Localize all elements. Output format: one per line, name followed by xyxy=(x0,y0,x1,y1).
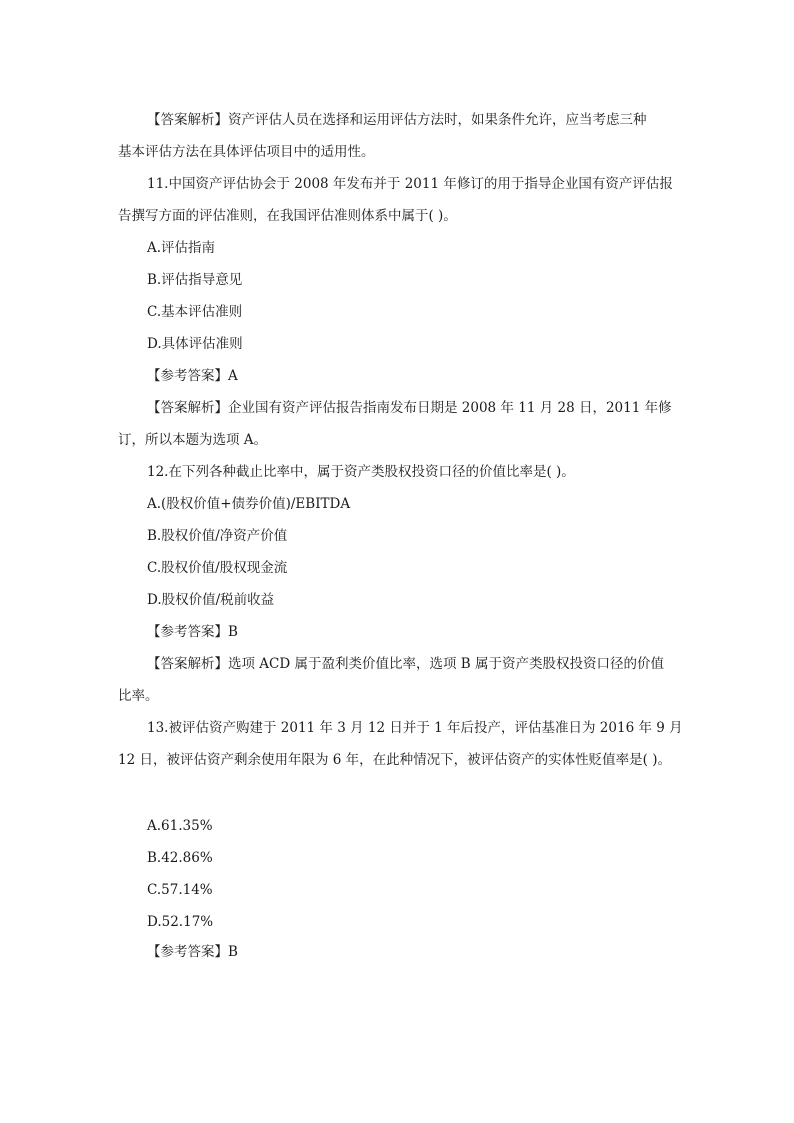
question-12-option-a: A.(股权价值+债券价值)/EBITDA xyxy=(147,496,351,512)
answer-explanation-12-line-2: 比率。 xyxy=(118,688,159,704)
question-12-option-c: C.股权价值/股权现金流 xyxy=(147,560,288,576)
question-11-option-b: B.评估指导意见 xyxy=(147,272,243,288)
question-13-reference-answer: 【参考答案】B xyxy=(147,944,238,960)
question-12-line-1: 12.在下列各种截止比率中，属于资产类股权投资口径的价值比率是( )。 xyxy=(147,464,575,480)
answer-explanation-12-line-1: 【答案解析】选项 ACD 属于盈利类价值比率，选项 B 属于资产类股权投资口径的价值 xyxy=(147,656,664,672)
question-13-line-2: 12 日，被评估资产剩余使用年限为 6 年，在此种情况下，被评估资产的实体性贬值率是( )。 xyxy=(118,752,671,768)
answer-explanation-11-line-2: 订，所以本题为选项 A。 xyxy=(118,432,268,448)
question-12-option-d: D.股权价值/税前收益 xyxy=(147,592,275,608)
question-11-option-a: A.评估指南 xyxy=(147,240,216,256)
question-13-option-a: A.61.35% xyxy=(147,818,213,834)
question-13-option-b: B.42.86% xyxy=(147,850,213,866)
question-11-line-1: 11.中国资产评估协会于 2008 年发布并于 2011 年修订的用于指导企业国有资产评估报 xyxy=(147,176,673,192)
question-13-line-1: 13.被评估资产购建于 2011 年 3 月 12 日并于 1 年后投产，评估基准日为 2016 年 9 月 xyxy=(147,720,683,736)
answer-explanation-10-line-2: 基本评估方法在具体评估项目中的适用性。 xyxy=(118,144,375,160)
question-12-option-b: B.股权价值/净资产价值 xyxy=(147,528,288,544)
question-11-reference-answer: 【参考答案】A xyxy=(147,368,238,384)
answer-explanation-10-line-1: 【答案解析】资产评估人员在选择和运用评估方法时，如果条件允许，应当考虑三种 xyxy=(147,112,647,128)
question-13-option-d: D.52.17% xyxy=(147,914,214,930)
question-13-option-c: C.57.14% xyxy=(147,882,213,898)
question-11-line-2: 告撰写方面的评估准则，在我国评估准则体系中属于( )。 xyxy=(118,208,457,224)
question-11-option-d: D.具体评估准则 xyxy=(147,336,243,352)
question-11-option-c: C.基本评估准则 xyxy=(147,304,243,320)
question-12-reference-answer: 【参考答案】B xyxy=(147,624,238,640)
answer-explanation-11-line-1: 【答案解析】企业国有资产评估报告指南发布日期是 2008 年 11 月 28 日，2011 年修 xyxy=(147,400,672,416)
